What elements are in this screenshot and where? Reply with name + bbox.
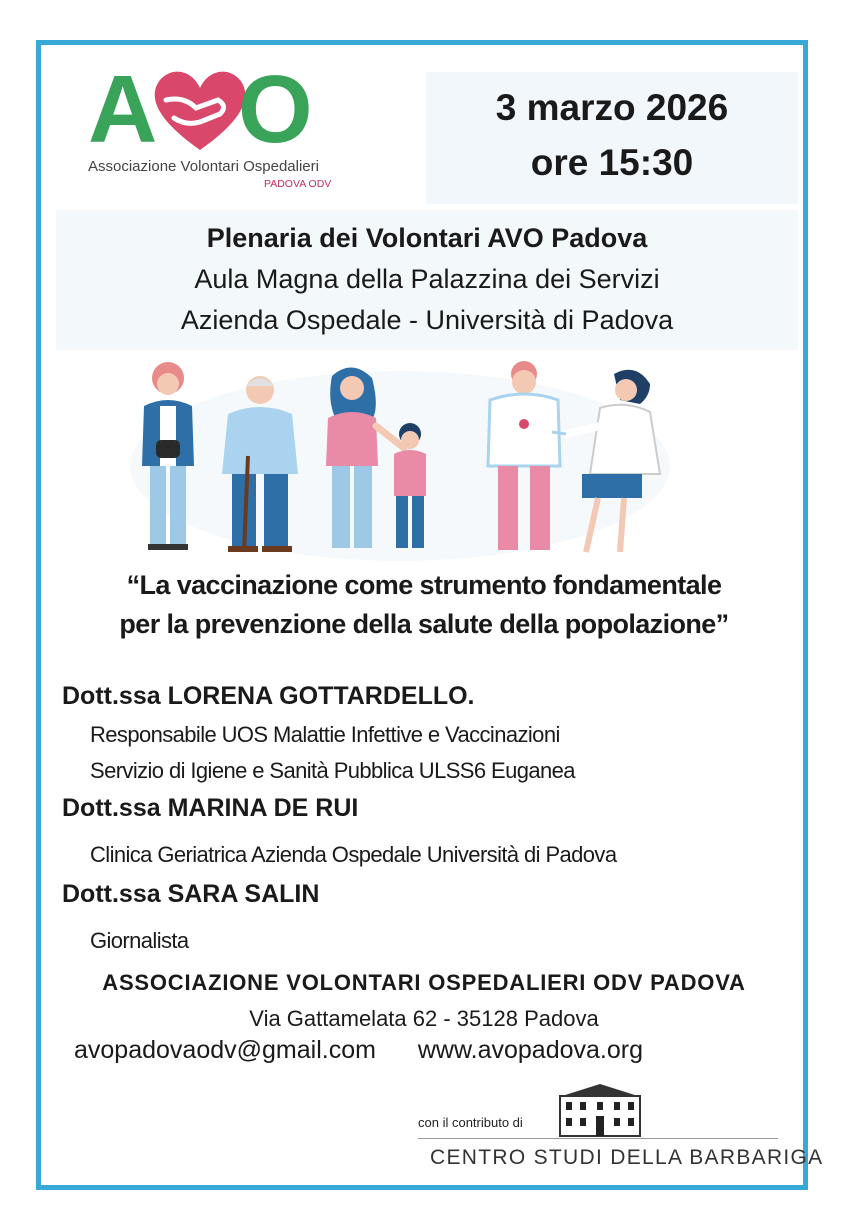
speaker-2-role: Clinica Geriatrica Azienda Ospedale Università di Padova	[90, 842, 617, 867]
logo-letter-a: A	[88, 60, 158, 160]
talk-title	[52, 566, 796, 644]
speaker-3-name: Dott.ssa SARA SALIN	[62, 880, 320, 908]
website-link[interactable]: www.avopadova.org	[417, 1036, 643, 1064]
organization-address: Via Gattamelata 62 - 35128 Padova	[249, 1006, 599, 1031]
talk-title-line-2: per la prevenzione della salute della popolazione”	[119, 609, 729, 639]
sponsor-name: CENTRO STUDI DELLA BARBARIGA	[430, 1146, 824, 1169]
venue-block	[56, 218, 798, 341]
event-date: 3 marzo 2026	[495, 87, 729, 128]
speaker-1-role-line-1: Responsabile UOS Malattie Infettive e Vaccinazioni	[90, 722, 560, 747]
venue-line-2: Azienda Ospedale - Università di Padova	[180, 305, 674, 335]
villa-building-icon	[552, 1082, 648, 1138]
event-datetime	[426, 80, 798, 190]
sponsor-divider	[418, 1138, 778, 1139]
speaker-2-name: Dott.ssa MARINA DE RUI	[62, 794, 359, 822]
logo-subtitle: Associazione Volontari Ospedalieri	[88, 158, 319, 175]
email-link[interactable]: avopadovaodv@gmail.com	[74, 1036, 376, 1064]
avo-logo-mark	[88, 60, 338, 160]
speaker-1-name: Dott.ssa LORENA GOTTARDELLO.	[62, 682, 475, 710]
vaccination-illustration	[120, 356, 680, 566]
contact-line	[74, 1036, 774, 1065]
contribution-label: con il contributo di	[418, 1115, 523, 1130]
speaker-3-role: Giornalista	[90, 928, 189, 953]
venue-line-1: Aula Magna della Palazzina dei Servizi	[194, 264, 660, 294]
talk-title-line-1: “La vaccinazione come strumento fondamentale	[126, 570, 722, 600]
organization-name: ASSOCIAZIONE VOLONTARI OSPEDALIERI ODV PADOVA	[102, 970, 746, 995]
heart-icon	[155, 72, 246, 150]
event-title: Plenaria dei Volontari AVO Padova	[206, 223, 648, 253]
avo-logo	[88, 60, 338, 200]
logo-letter-o: O	[238, 60, 313, 160]
event-time: ore 15:30	[530, 142, 694, 183]
speaker-1-role-line-2: Servizio di Igiene e Sanità Pubblica ULSS6 Euganea	[90, 758, 575, 783]
logo-region: PADOVA ODV	[264, 178, 332, 190]
